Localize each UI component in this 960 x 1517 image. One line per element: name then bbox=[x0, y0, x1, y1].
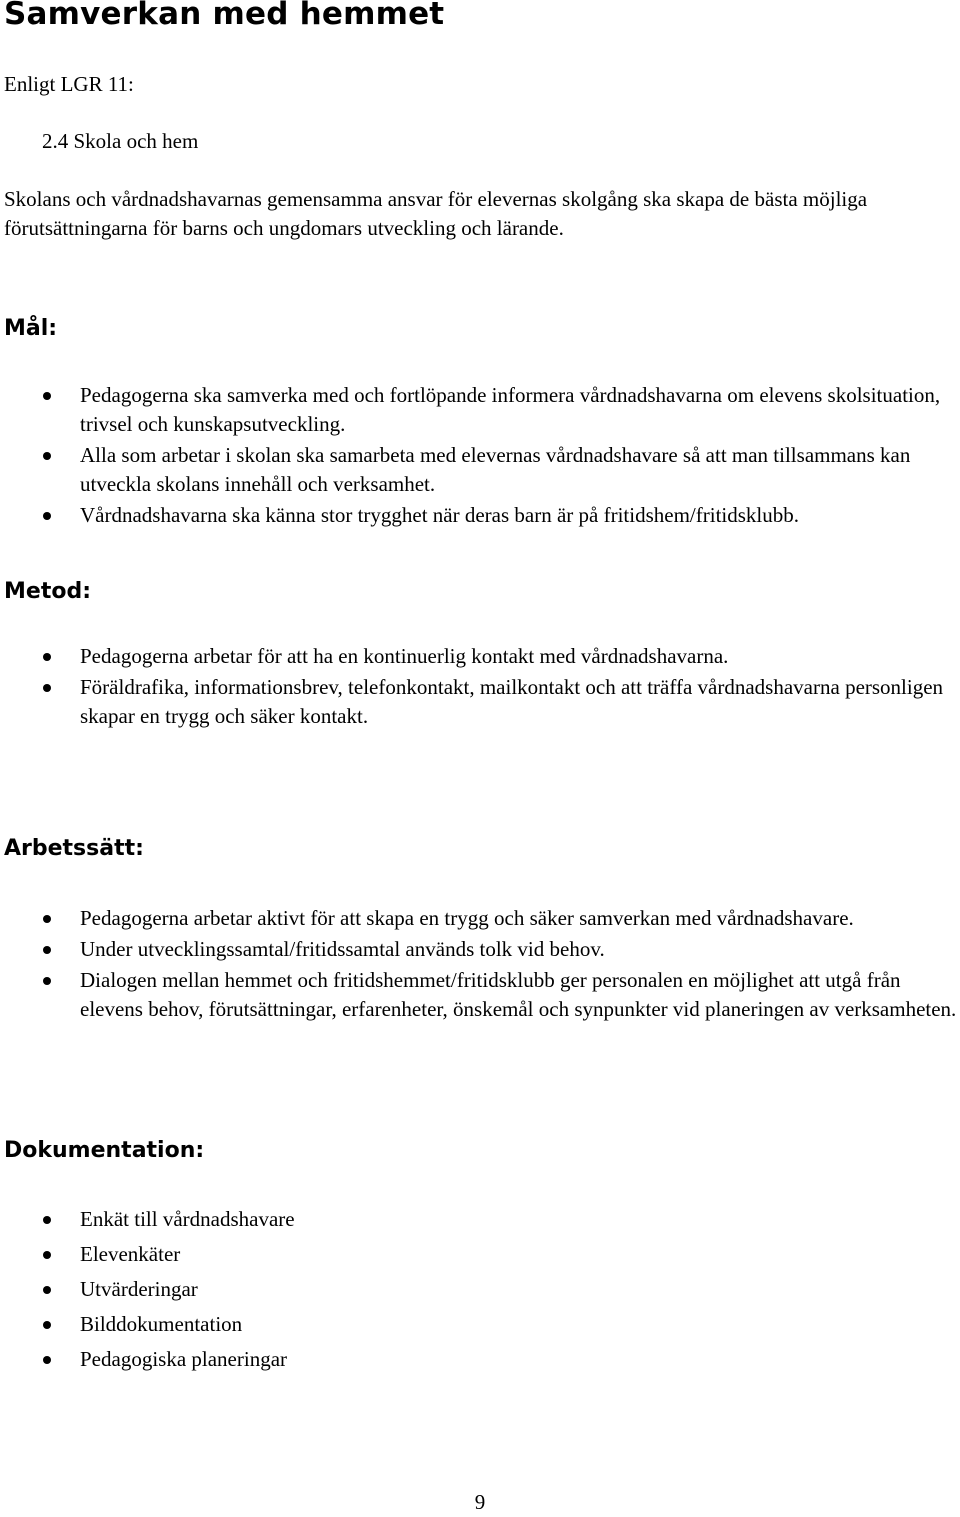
mal-list bbox=[0, 381, 960, 532]
list-item-text: Bilddokumentation bbox=[80, 1312, 243, 1336]
list-item-text: Alla som arbetar i skolan ska samarbeta med elevernas vårdnadshavare så att man tillsammans kan utveckla skolans innehåll och verksamhet. bbox=[80, 443, 911, 496]
list-item-text: Föräldrafika, informationsbrev, telefonkontakt, mailkontakt och att träffa vårdnadshavarna personligen skapar en trygg och säker kontakt. bbox=[80, 675, 944, 728]
list-item-text: Pedagogerna arbetar aktivt för att skapa en trygg och säker samverkan med vårdnadshavare. bbox=[80, 906, 854, 930]
list-item-text: Pedagogerna ska samverka med och fortlöpande informera vårdnadshavarna om elevens skolsituation, trivsel och kunskapsutveckling. bbox=[80, 383, 941, 436]
section-heading-dokumentation: Dokumentation: bbox=[4, 1138, 205, 1163]
bullet-icon bbox=[43, 653, 51, 661]
list-item bbox=[0, 1240, 960, 1269]
list-item bbox=[0, 904, 960, 933]
section-heading-arbetssatt: Arbetssätt: bbox=[4, 836, 144, 861]
list-item bbox=[0, 966, 960, 1024]
list-item-text: Pedagogiska planeringar bbox=[80, 1347, 288, 1371]
list-item bbox=[0, 441, 960, 499]
list-item bbox=[0, 1275, 960, 1304]
intro-paragraph: Skolans och vårdnadshavarnas gemensamma ansvar för elevernas skolgång ska skapa de bästa möjliga förutsättningarna för barns och ungdomars utveckling och lärande. bbox=[4, 187, 868, 240]
list-item bbox=[0, 1310, 960, 1339]
bullet-icon bbox=[43, 1321, 51, 1329]
list-item bbox=[0, 501, 960, 530]
list-item bbox=[0, 642, 960, 671]
bullet-icon bbox=[43, 977, 51, 985]
bullet-icon bbox=[43, 915, 51, 923]
list-item-text: Dialogen mellan hemmet och fritidshemmet/fritidsklubb ger personalen en möjlighet att utgå från elevens behov, förutsättningar, erfarenheter, önskemål och synpunkter vid planeringen av verksamheten. bbox=[80, 968, 957, 1021]
list-item-text: Elevenkäter bbox=[80, 1242, 181, 1266]
list-item bbox=[0, 1345, 960, 1374]
dokumentation-list bbox=[0, 1205, 960, 1380]
list-item bbox=[0, 381, 960, 439]
page-title: Samverkan med hemmet bbox=[4, 0, 445, 32]
bullet-icon bbox=[43, 1251, 51, 1259]
page-number: 9 bbox=[474, 1490, 486, 1514]
bullet-icon bbox=[43, 512, 51, 520]
bullet-icon bbox=[43, 1356, 51, 1364]
bullet-icon bbox=[43, 1286, 51, 1294]
arbetssatt-list bbox=[0, 904, 960, 1026]
bullet-icon bbox=[43, 1216, 51, 1224]
metod-list bbox=[0, 642, 960, 733]
bullet-icon bbox=[43, 392, 51, 400]
list-item-text: Enkät till vårdnadshavare bbox=[80, 1207, 295, 1231]
section-heading-mal: Mål: bbox=[4, 316, 58, 341]
bullet-icon bbox=[43, 452, 51, 460]
list-item-text: Utvärderingar bbox=[80, 1277, 198, 1301]
list-item-text: Under utvecklingssamtal/fritidssamtal används tolk vid behov. bbox=[80, 937, 605, 961]
list-item bbox=[0, 673, 960, 731]
list-item bbox=[0, 935, 960, 964]
section-heading-metod: Metod: bbox=[4, 579, 91, 604]
curriculum-subheading: 2.4 Skola och hem bbox=[42, 129, 199, 153]
bullet-icon bbox=[43, 946, 51, 954]
list-item bbox=[0, 1205, 960, 1234]
list-item-text: Pedagogerna arbetar för att ha en kontinuerlig kontakt med vårdnadshavarna. bbox=[80, 644, 729, 668]
bullet-icon bbox=[43, 684, 51, 692]
curriculum-reference: Enligt LGR 11: bbox=[4, 72, 134, 96]
list-item-text: Vårdnadshavarna ska känna stor trygghet när deras barn är på fritidshem/fritidsklubb. bbox=[80, 503, 800, 527]
